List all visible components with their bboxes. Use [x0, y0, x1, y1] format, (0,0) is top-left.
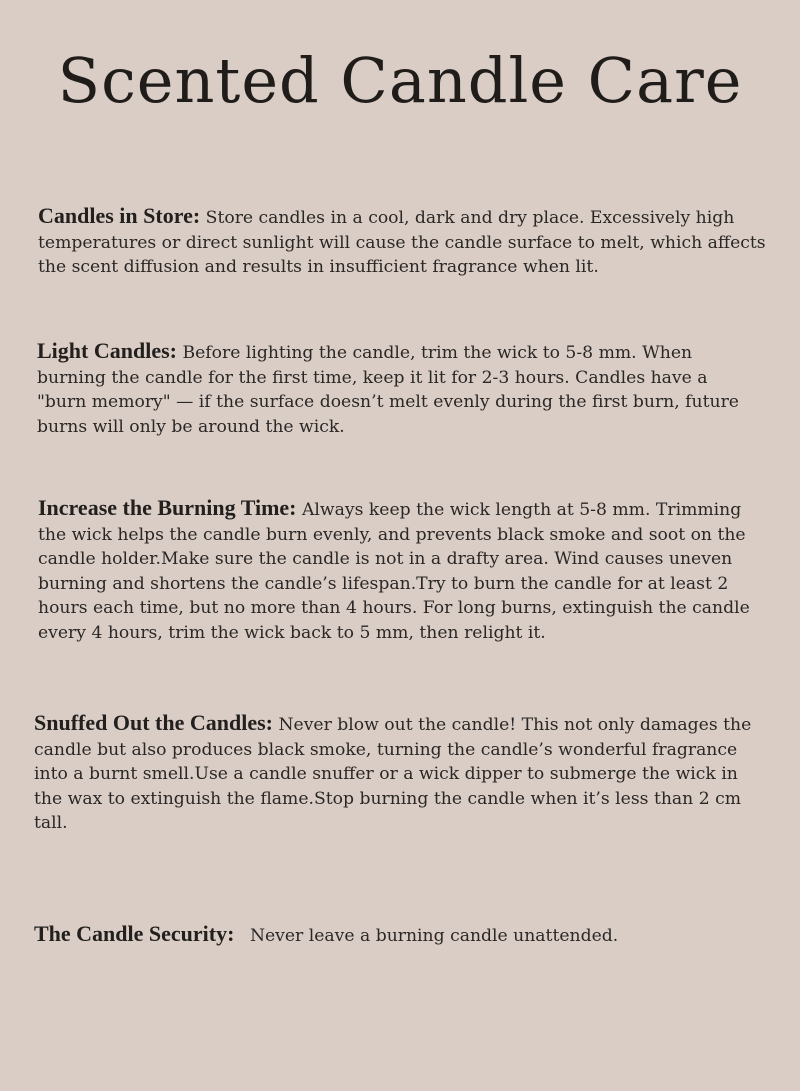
section-body: Always keep the wick length at 5-8 mm. Trimming the wick helps the candle burn evenly, and prevents black smoke and soot on the candle holder.Make sure the candle is not in a drafty area. Wind causes uneven burning and shortens the candle’s lifespan.Try to burn the candle for at least 2 hours each time, but no more than 4 hours. For long burns, extinguish the candle every 4 hours, trim the wick back to 5 mm, then relight it.: [38, 500, 750, 643]
section-heading: Snuffed Out the Candles:: [34, 710, 279, 735]
section-heading: Increase the Burning Time:: [38, 495, 303, 520]
section-heading: Candles in Store:: [38, 203, 206, 228]
section-body: Before lighting the candle, trim the wick to 5-8 mm. When burning the candle for the first time, keep it lit for 2-3 hours. Candles have a "burn memory" — if the surface doesn’t melt evenly during the first burn, future burns will only be around the wick.: [37, 343, 739, 437]
section-candle-security: [34, 922, 764, 949]
page-title: Scented Candle Care: [57, 44, 743, 117]
section-body: Never blow out the candle! This not only damages the candle but also produces black smoke, turning the candle’s wonderful fragrance into a burnt smell.Use a candle snuffer or a wick dipper to submerge the wick in the wax to extinguish the flame.Stop burning the candle when it’s less than 2 cm tall.: [34, 715, 752, 834]
section-body: Store candles in a cool, dark and dry place. Excessively high temperatures or direct sunlight will cause the candle surface to melt, which affects the scent diffusion and results in insufficient fragrance when lit.: [38, 208, 766, 278]
section-body: Never leave a burning candle unattended.: [249, 926, 619, 946]
section-candles-in-store: [38, 204, 768, 280]
section-increase-burning-time: [38, 496, 768, 646]
section-heading: The Candle Security:: [34, 921, 240, 946]
section-snuffed-out: [34, 711, 764, 836]
section-heading: Light Candles:: [37, 338, 183, 363]
section-light-candles: [37, 339, 757, 439]
